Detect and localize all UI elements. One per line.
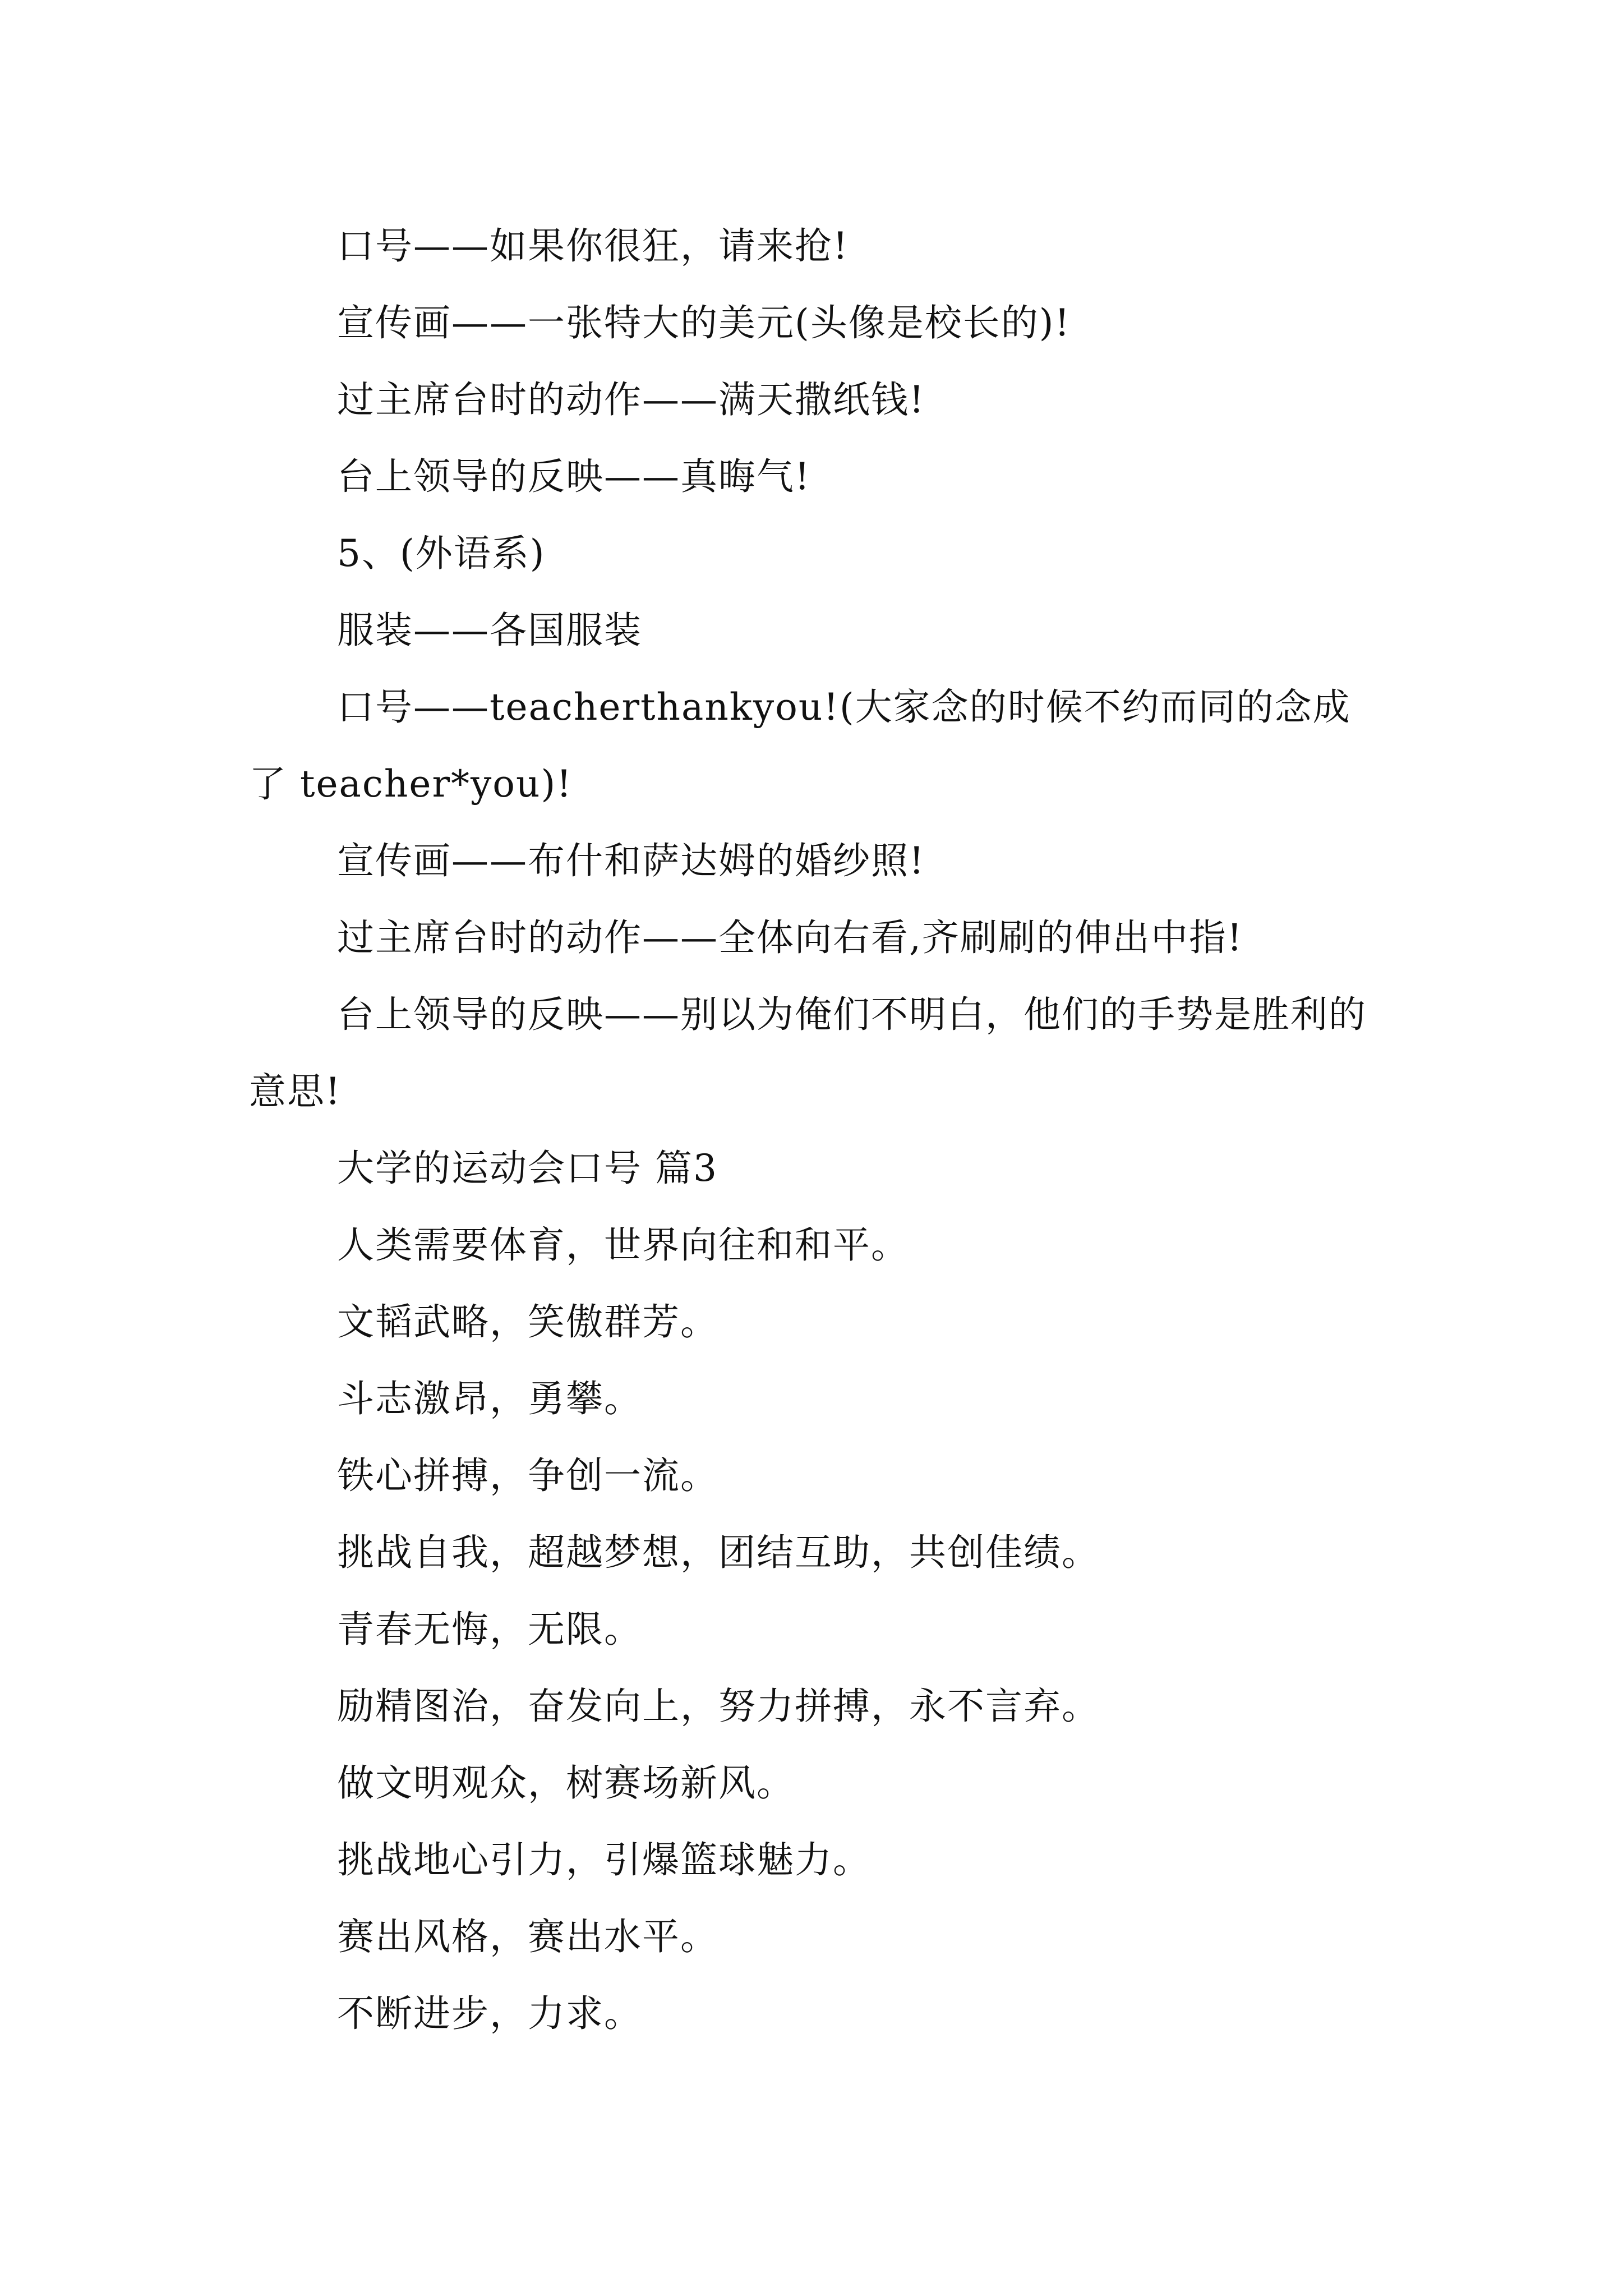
paragraph-costume: 服装——各国服装 xyxy=(337,609,642,652)
slogan-line: 不断进步，力求。 xyxy=(337,1992,642,2035)
slogan-line: 挑战自我，超越梦想，团结互助，共创佳绩。 xyxy=(337,1531,1100,1574)
document-body xyxy=(249,208,1385,2052)
slogan-line: 铁心拼搏，争创一流。 xyxy=(337,1454,718,1497)
paragraph-slogan-2: 口号——teacherthankyou!(大家念的时候不约而同的念成了 teacher*you)! xyxy=(249,685,1351,806)
section-heading-foreign-languages: 5、(外语系) xyxy=(337,532,546,575)
slogan-line: 挑战地心引力，引爆篮球魅力。 xyxy=(337,1838,871,1881)
slogan-line: 斗志激昂，勇攀。 xyxy=(337,1377,642,1420)
slogan-line: 励精图治，奋发向上，努力拼搏，永不言弃。 xyxy=(337,1685,1100,1728)
slogan-line: 赛出风格，赛出水平。 xyxy=(337,1915,718,1958)
section-heading-part-3: 大学的运动会口号 篇3 xyxy=(337,1147,718,1190)
paragraph-reaction-1: 台上领导的反映——真晦气! xyxy=(337,455,811,498)
paragraph-poster-1: 宣传画——一张特大的美元(头像是校长的)! xyxy=(337,301,1071,344)
paragraph-action-2: 过主席台时的动作——全体向右看,齐刷刷的伸出中指! xyxy=(337,916,1243,959)
slogan-line: 人类需要体育，世界向往和和平。 xyxy=(337,1223,909,1267)
paragraph-action-1: 过主席台时的动作——满天撒纸钱! xyxy=(337,378,925,421)
paragraph-slogan-1: 口号——如果你很狂，请来抢! xyxy=(337,224,849,268)
slogan-line: 文韬武略，笑傲群芳。 xyxy=(337,1300,718,1343)
slogan-line: 青春无悔，无限。 xyxy=(337,1608,642,1651)
paragraph-reaction-2: 台上领导的反映——别以为俺们不明白，他们的手势是胜利的意思! xyxy=(249,993,1367,1113)
slogan-line: 做文明观众，树赛场新风。 xyxy=(337,1761,795,1805)
paragraph-poster-2: 宣传画——布什和萨达姆的婚纱照! xyxy=(337,839,925,882)
